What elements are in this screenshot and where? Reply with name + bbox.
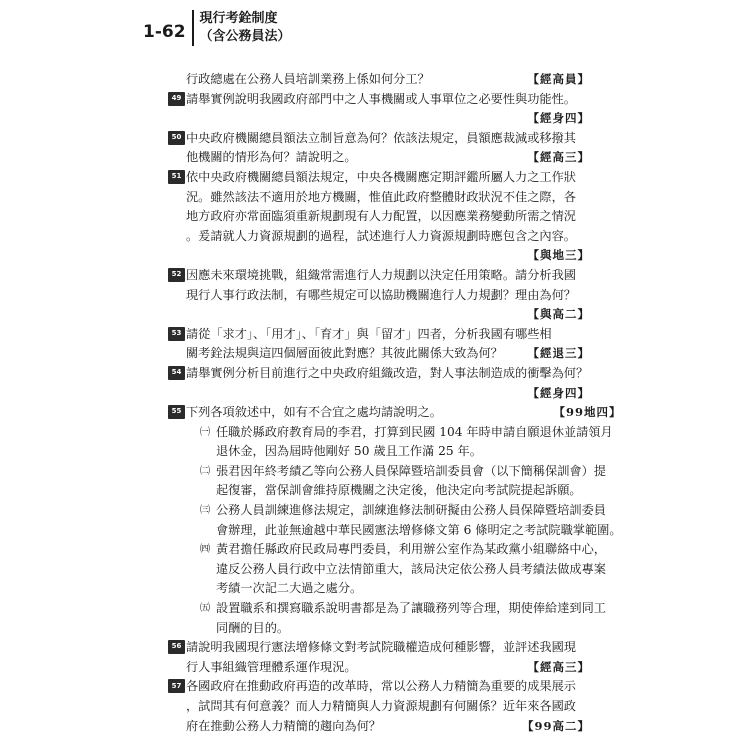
sub-item-text: 黃君擔任縣政府民政局專門委員，利用辦公室作為某政黨小組聯絡中心， — [216, 542, 606, 557]
sub-item-label: ㈤ — [200, 603, 210, 615]
question-50 — [168, 129, 590, 168]
exam-tag: 【經身四】 — [527, 385, 590, 400]
question-text: ，試問其有何意義？而人力精簡與人力資源規劃有何關係？近年來各國政 — [186, 699, 576, 713]
sub-item — [186, 540, 622, 599]
question-text: 行政總處在公務人員培訓業務上係如何分工？ — [186, 72, 430, 86]
question-52 — [168, 266, 590, 325]
sub-item-text: 任職於縣政府教育局的李君，打算到民國 104 年時申請自願退休並請領月 — [216, 424, 613, 439]
question-49 — [168, 90, 590, 129]
exam-tag: 【與高二】 — [527, 307, 590, 322]
running-title-line1: 現行考銓制度 — [199, 11, 278, 26]
sub-item-text: 違反公務人員行政中立法情節重大，該局決定依公務人員考績法做成專案 — [216, 561, 606, 576]
exam-tag: 【經退三】 — [527, 346, 590, 361]
sub-item-label: ㈠ — [200, 426, 210, 438]
question-text: 。爰請就人力資源規劃的過程，試述進行人力資源規劃時應包含之內容。 — [186, 228, 576, 243]
exam-tag: 【經高三】 — [527, 659, 590, 674]
question-51 — [168, 168, 590, 266]
question-text: 他機關的情形為何？請說明之。 — [186, 150, 357, 165]
question-text: 關考銓法規與這四個層面彼此對應？其彼此關係大致為何？ — [186, 346, 503, 361]
sub-item-label: ㈡ — [200, 465, 210, 477]
running-title — [194, 10, 291, 46]
question-text: 因應未來環境挑戰，組織常需進行人力規劃以決定任用策略。請分析我國 — [186, 267, 576, 282]
sub-item-text: 張君因年終考績乙等向公務人員保障暨培訓委員會（以下簡稱保訓會）提 — [216, 463, 606, 478]
question-list — [168, 70, 622, 736]
question-53 — [168, 325, 590, 364]
exam-tag: 【經高三】 — [527, 150, 590, 165]
exam-tag: 【99高二】 — [521, 718, 590, 733]
running-title-line2: （含公務員法） — [199, 29, 291, 44]
exam-tag: 【99地四】 — [553, 405, 622, 420]
question-text: 下列各項敘述中，如有不合宜之處均請說明之。 — [186, 405, 442, 420]
sub-item — [186, 599, 622, 638]
sub-item-text: 會辦理，此並無逾越中華民國憲法增修條文第 6 條明定之考試院職掌範圍。 — [216, 522, 622, 537]
question-number-badge: 53 — [168, 327, 185, 341]
question-number-badge: 49 — [168, 92, 185, 106]
page-number: 1-62 — [143, 10, 194, 46]
question-text: 請舉實例分析目前進行之中央政府組織改造，對人事法制造成的衝擊為何？ — [186, 365, 589, 380]
question-continued — [168, 70, 590, 90]
question-number-badge: 56 — [168, 640, 185, 654]
sub-item-label: ㈣ — [200, 544, 210, 556]
question-text: 中央政府機關總員額法立制旨意為何？依該法規定，員額應裁減或移撥其 — [186, 130, 576, 145]
sub-item — [186, 462, 622, 501]
question-text: 行人事組織管理體系運作現況。 — [186, 659, 357, 674]
sub-item-text: 設置職系和撰寫職系說明書都是為了讓職務列等合理，期使俸給達到同工 — [216, 601, 606, 616]
question-56 — [168, 638, 590, 677]
question-57 — [168, 677, 590, 736]
sub-item-text: 同酬的目的。 — [216, 620, 290, 635]
question-number-badge: 57 — [168, 679, 185, 693]
question-text: 依中央政府機關總員額法規定，中央各機關應定期評鑑所屬人力之工作狀 — [186, 169, 576, 184]
question-text: 請從「求才」、「用才」、「育才」與「留才」四者，分析我國有哪些相 — [186, 326, 552, 341]
question-text: 各國政府在推動政府再造的改革時，常以公務人力精簡為重要的成果展示 — [186, 679, 576, 694]
question-marker — [168, 72, 185, 86]
sub-item-text: 退休金，因為屆時他剛好 50 歲且工作滿 25 年。 — [216, 444, 482, 459]
question-number-badge: 50 — [168, 131, 185, 145]
question-55 — [168, 403, 622, 638]
question-text: 況。雖然該法不適用於地方機關，惟值此政府整體財政狀況不佳之際，各 — [186, 189, 576, 204]
sub-item-text: 公務人員訓練進修法規定，訓練進修法制研擬由公務人員保障暨培訓委員 — [216, 503, 606, 518]
exam-tag: 【與地三】 — [527, 248, 590, 263]
question-text: 地方政府亦常面臨須重新規劃現有人力配置，以因應業務變動所需之情況 — [186, 209, 576, 224]
sub-item-label: ㈢ — [200, 505, 210, 517]
sub-item — [186, 423, 622, 462]
exam-tag: 【經身四】 — [527, 111, 590, 126]
question-number-badge: 51 — [168, 170, 185, 184]
sub-item-text: 起復審，當保訓會維持原機關之決定後，他決定向考試院提起訴願。 — [216, 483, 582, 498]
page-header — [143, 10, 291, 46]
sub-item-text: 考績一次記二大過之處分。 — [216, 581, 363, 596]
sub-item — [186, 501, 622, 540]
question-54 — [168, 364, 590, 403]
question-number-badge: 55 — [168, 405, 185, 419]
exam-tag: 【經高員】 — [527, 72, 590, 86]
question-text: 府在推動公務人力精簡的趨向為何？ — [186, 718, 381, 733]
question-text: 現行人事行政法制，有哪些規定可以協助機關進行人力規劃？理由為何？ — [186, 287, 576, 302]
question-number-badge: 54 — [168, 366, 185, 380]
question-text: 請舉實例說明我國政府部門中之人事機關或人事單位之必要性與功能性。 — [186, 91, 576, 106]
question-number-badge: 52 — [168, 268, 185, 282]
question-text: 請說明我國現行憲法增修條文對考試院職權造成何種影響，並評述我國現 — [186, 640, 576, 655]
